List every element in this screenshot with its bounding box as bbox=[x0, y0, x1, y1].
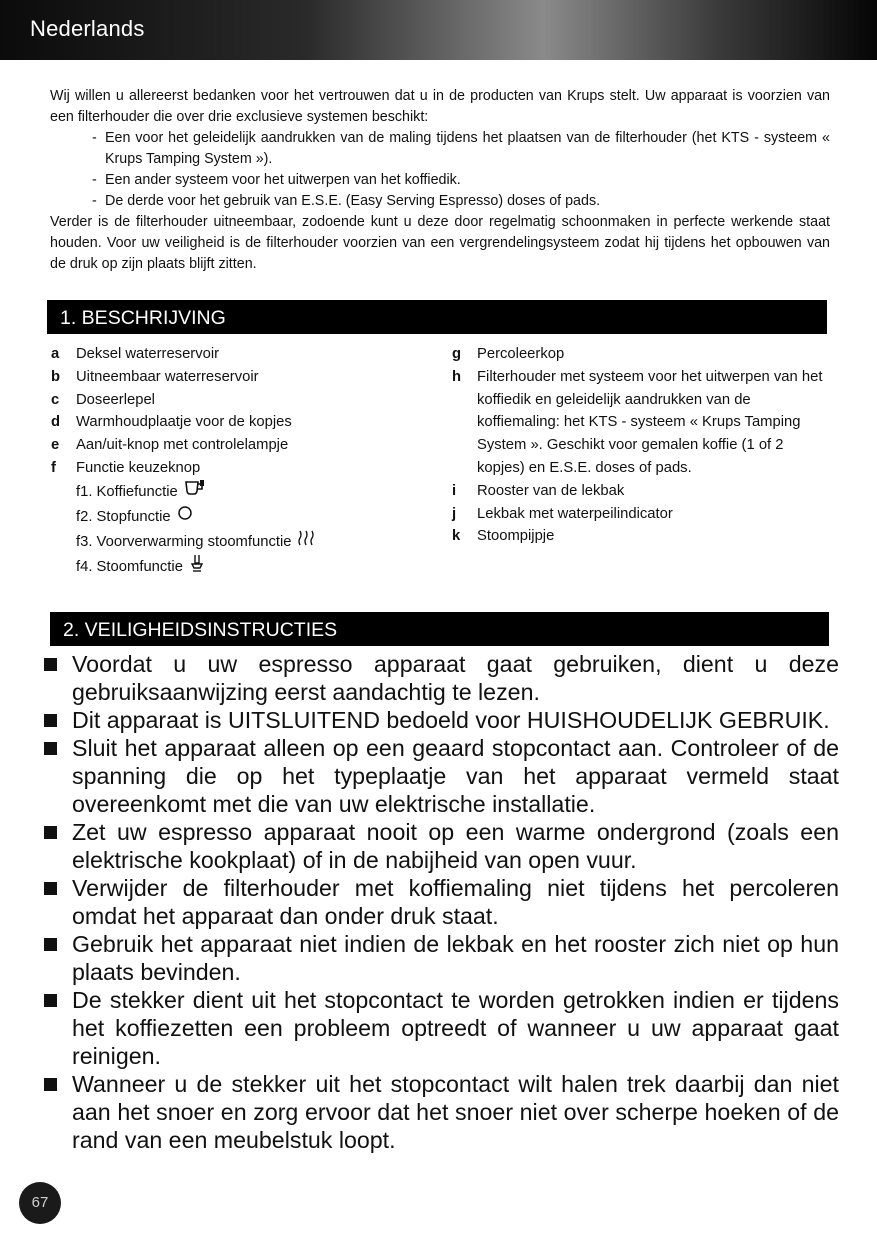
square-bullet-icon bbox=[44, 706, 72, 734]
steam-waves-icon bbox=[297, 529, 315, 556]
function-item bbox=[51, 555, 421, 580]
square-bullet-icon bbox=[44, 1070, 72, 1154]
list-item bbox=[452, 480, 832, 503]
intro-text bbox=[50, 86, 830, 275]
intro-bullet: - Een voor het geleidelijk aandrukken van de maling tijdens het plaatsen van de filterhouder (het KTS - systeem « Krups Tamping System »). bbox=[92, 128, 830, 170]
function-item bbox=[51, 530, 421, 555]
coffee-cup-icon bbox=[184, 479, 206, 506]
function-text: f4. Stoomfunctie bbox=[76, 558, 183, 575]
section-title-description: 1. BESCHRIJVING bbox=[47, 300, 827, 334]
page-number: 67 bbox=[19, 1182, 61, 1224]
safety-text: Sluit het apparaat alleen op een geaard stopcontact aan. Controleer of de spanning die op het typeplaatje van het apparaat vermeld staat overeenkomt met die van uw elektrische installatie. bbox=[72, 735, 839, 817]
list-item bbox=[51, 411, 421, 434]
item-letter: a bbox=[51, 346, 60, 362]
safety-item bbox=[44, 930, 839, 986]
function-text: f1. Koffiefunctie bbox=[76, 483, 178, 500]
steam-nozzle-icon bbox=[189, 554, 205, 581]
item-letter: k bbox=[452, 528, 461, 545]
function-text: f2. Stopfunctie bbox=[76, 508, 171, 525]
item-letter: g bbox=[452, 346, 462, 362]
circle-icon bbox=[177, 505, 193, 530]
item-letter: j bbox=[452, 505, 457, 522]
safety-item bbox=[44, 1070, 839, 1154]
safety-item bbox=[44, 986, 839, 1070]
item-letter: i bbox=[452, 482, 457, 499]
safety-text: Verwijder de filterhouder met koffiemaling niet tijdens het percoleren omdat het apparaat dan onder druk staat. bbox=[72, 875, 839, 929]
item-letter: b bbox=[51, 368, 61, 385]
intro-paragraph: Wij willen u allereerst bedanken voor het vertrouwen dat u in de producten van Krups stelt. Uw apparaat is voorzien van een filterhouder die over drie exclusieve systemen beschikt: bbox=[50, 88, 830, 125]
safety-instructions-list bbox=[44, 650, 839, 1154]
description-list-right bbox=[452, 343, 832, 548]
square-bullet-icon bbox=[44, 650, 72, 706]
list-item bbox=[452, 525, 832, 548]
intro-bullet: - De derde voor het gebruik van E.S.E. (Easy Serving Espresso) doses of pads. bbox=[92, 191, 830, 212]
language-label: Nederlands bbox=[30, 16, 145, 41]
page-header bbox=[0, 0, 877, 60]
safety-item bbox=[44, 706, 839, 734]
function-item bbox=[51, 480, 421, 505]
item-letter: f bbox=[51, 459, 56, 476]
item-text: Stoompijpje bbox=[477, 528, 555, 545]
intro-paragraph: Verder is de filterhouder uitneembaar, zodoende kunt u deze door regelmatig schoonmaken in perfecte werkende staat houden. Voor uw veiligheid is de filterhouder voorzien van een vergrendelingsysteem zodat hij tijdens het opbouwen van de druk op zijn plaats blijft zitten. bbox=[50, 214, 830, 272]
safety-item bbox=[44, 818, 839, 874]
item-text: Deksel waterreservoir bbox=[76, 346, 220, 362]
intro-bullet: - Een ander systeem voor het uitwerpen van het koffiedik. bbox=[92, 170, 830, 191]
safety-text: Voordat u uw espresso apparaat gaat gebruiken, dient u deze gebruiksaanwijzing eerst aandachtig te lezen. bbox=[72, 651, 839, 705]
item-text: Warmhoudplaatje voor de kopjes bbox=[76, 414, 292, 431]
item-text: Percoleerkop bbox=[477, 346, 565, 362]
square-bullet-icon bbox=[44, 930, 72, 986]
list-item bbox=[51, 457, 421, 480]
item-text: Functie keuzeknop bbox=[76, 459, 201, 476]
square-bullet-icon bbox=[44, 818, 72, 874]
list-item bbox=[452, 366, 832, 480]
function-item bbox=[51, 505, 421, 530]
section-title-safety: 2. VEILIGHEIDSINSTRUCTIES bbox=[50, 612, 829, 646]
item-letter: d bbox=[51, 414, 61, 431]
list-item bbox=[51, 434, 421, 457]
item-text: Lekbak met waterpeilindicator bbox=[477, 505, 673, 522]
square-bullet-icon bbox=[44, 986, 72, 1070]
safety-text: Wanneer u de stekker uit het stopcontact wilt halen trek daarbij dan niet aan het snoer en zorg ervoor dat het snoer niet over scherpe hoeken of de rand van een meubelstuk loopt. bbox=[72, 1071, 839, 1153]
description-list-left bbox=[51, 343, 421, 580]
function-text: f3. Voorverwarming stoomfunctie bbox=[76, 533, 292, 550]
list-item bbox=[51, 389, 421, 412]
item-text: Uitneembaar waterreservoir bbox=[76, 368, 259, 385]
safety-item bbox=[44, 874, 839, 930]
item-text: Doseerlepel bbox=[76, 391, 155, 408]
item-letter: h bbox=[452, 368, 462, 385]
item-text: Filterhouder met systeem voor het uitwerpen van het koffiedik en geleidelijk aandrukken van de koffiemaling: het KTS - systeem « Krups Tamping System ». Geschikt voor gemalen koffie (1 of 2 kopjes) en E.S.E. doses of pads. bbox=[477, 368, 823, 476]
intro-bullet-list bbox=[50, 128, 830, 212]
safety-text: Zet uw espresso apparaat nooit op een warme ondergrond (zoals een elektrische kookplaat) of in de nabijheid van open vuur. bbox=[72, 819, 839, 873]
item-letter: c bbox=[51, 391, 60, 408]
safety-text: Dit apparaat is UITSLUITEND bedoeld voor HUISHOUDELIJK GEBRUIK. bbox=[72, 707, 830, 733]
safety-text: De stekker dient uit het stopcontact te worden getrokken indien er tijdens het koffiezetten een probleem optreedt of wanneer u uw apparaat gaat reinigen. bbox=[72, 987, 839, 1069]
list-item bbox=[51, 343, 421, 366]
item-text: Rooster van de lekbak bbox=[477, 482, 625, 499]
item-letter: e bbox=[51, 437, 60, 454]
safety-item bbox=[44, 650, 839, 706]
list-item bbox=[452, 343, 832, 366]
safety-text: Gebruik het apparaat niet indien de lekbak en het rooster zich niet op hun plaats bevinden. bbox=[72, 931, 839, 985]
square-bullet-icon bbox=[44, 734, 72, 818]
list-item bbox=[51, 366, 421, 389]
list-item bbox=[452, 503, 832, 526]
item-text: Aan/uit-knop met controlelampje bbox=[76, 437, 289, 454]
square-bullet-icon bbox=[44, 874, 72, 930]
safety-item bbox=[44, 734, 839, 818]
